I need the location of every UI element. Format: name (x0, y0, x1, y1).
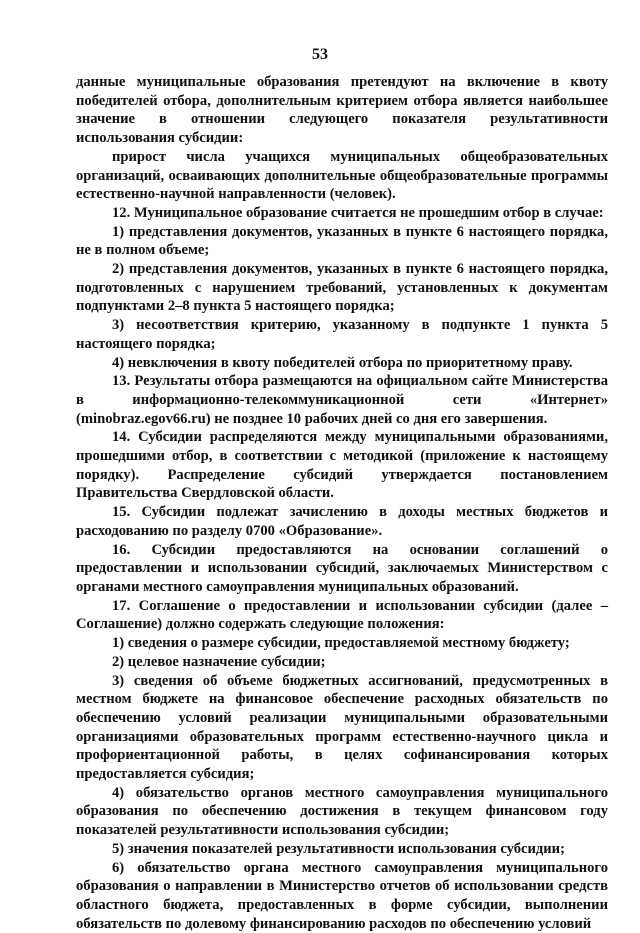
paragraph: 16. Субсидии предоставляются на основании соглашений о предоставлении и использовании субсидий, заключаемых Министерством с органами местного самоуправления муниципальных образований. (76, 541, 608, 595)
paragraph: 17. Соглашение о предоставлении и использовании субсидии (далее – Соглашение) должно содержать следующие положения: (76, 597, 608, 633)
paragraph: 12. Муниципальное образование считается не прошедшим отбор в случае: (112, 204, 604, 221)
page-number: 53 (312, 46, 328, 63)
paragraph: 6) обязательство органа местного самоуправления муниципального образования о направлении в Министерство отчетов об использовании средств областного бюджета, предоставленных в форме субсидии, выполнении обязательств по долевому финансированию расходов по обеспечению условий (76, 859, 608, 932)
paragraph: 3) сведения об объеме бюджетных ассигнований, предусмотренных в местном бюджете на финансовое обеспечение расходных обязательств по обеспечению условий реализации муниципальными образовательными организациями образовательных программ естественно-научного цикла и профориентационной работы, в целях софинансирования которых предоставляется субсидия; (76, 672, 608, 783)
paragraph: 2) целевое назначение субсидии; (112, 653, 326, 670)
paragraph: прирост числа учащихся муниципальных общеобразовательных организаций, осваивающих дополнительные общеобразовательные программы естественно-научной направленности (человек). (76, 148, 608, 203)
paragraph: 4) обязательство органов местного самоуправления муниципального образования по обеспечению достижения в текущем финансовом году показателей результативности использования субсидии; (76, 784, 608, 839)
paragraph: 14. Субсидии распределяются между муниципальными образованиями, прошедшими отбор, в соответствии с методикой (приложение к настоящему порядку). Распределение субсидий утверждается постановлением Правительства Свердловской области. (76, 429, 608, 502)
paragraph: 5) значения показателей результативности использования субсидии; (112, 840, 565, 857)
paragraph: 3) несоответствия критерию, указанному в подпункте 1 пункта 5 настоящего порядка; (76, 317, 608, 352)
paragraph: 13. Результаты отбора размещаются на официальном сайте Министерства в информационно-телекоммуникационной сети «Интернет» (minobraz.egov66.ru) не позднее 10 рабочих дней со дня его завершения. (76, 373, 608, 427)
paragraph: 2) представления документов, указанных в пункте 6 настоящего порядка, подготовленных с нарушением требований, установленных к документам подпунктами 2–8 пункта 5 настоящего порядка; (76, 261, 608, 315)
paragraph: данные муниципальные образования претендуют на включение в квоту победителей отбора, дополнительным критерием отбора является наибольшее значение в отношении следующего показателя результативности использования субсидии: (76, 74, 608, 147)
document-body (76, 73, 608, 933)
paragraph: 4) невключения в квоту победителей отбора по приоритетному праву. (112, 354, 573, 371)
paragraph: 15. Субсидии подлежат зачислению в доходы местных бюджетов и расходованию по разделу 0700 «Образование». (76, 504, 608, 539)
paragraph: 1) сведения о размере субсидии, предоставляемой местному бюджету; (112, 635, 570, 652)
paragraph: 1) представления документов, указанных в пункте 6 настоящего порядка, не в полном объеме; (76, 223, 608, 259)
